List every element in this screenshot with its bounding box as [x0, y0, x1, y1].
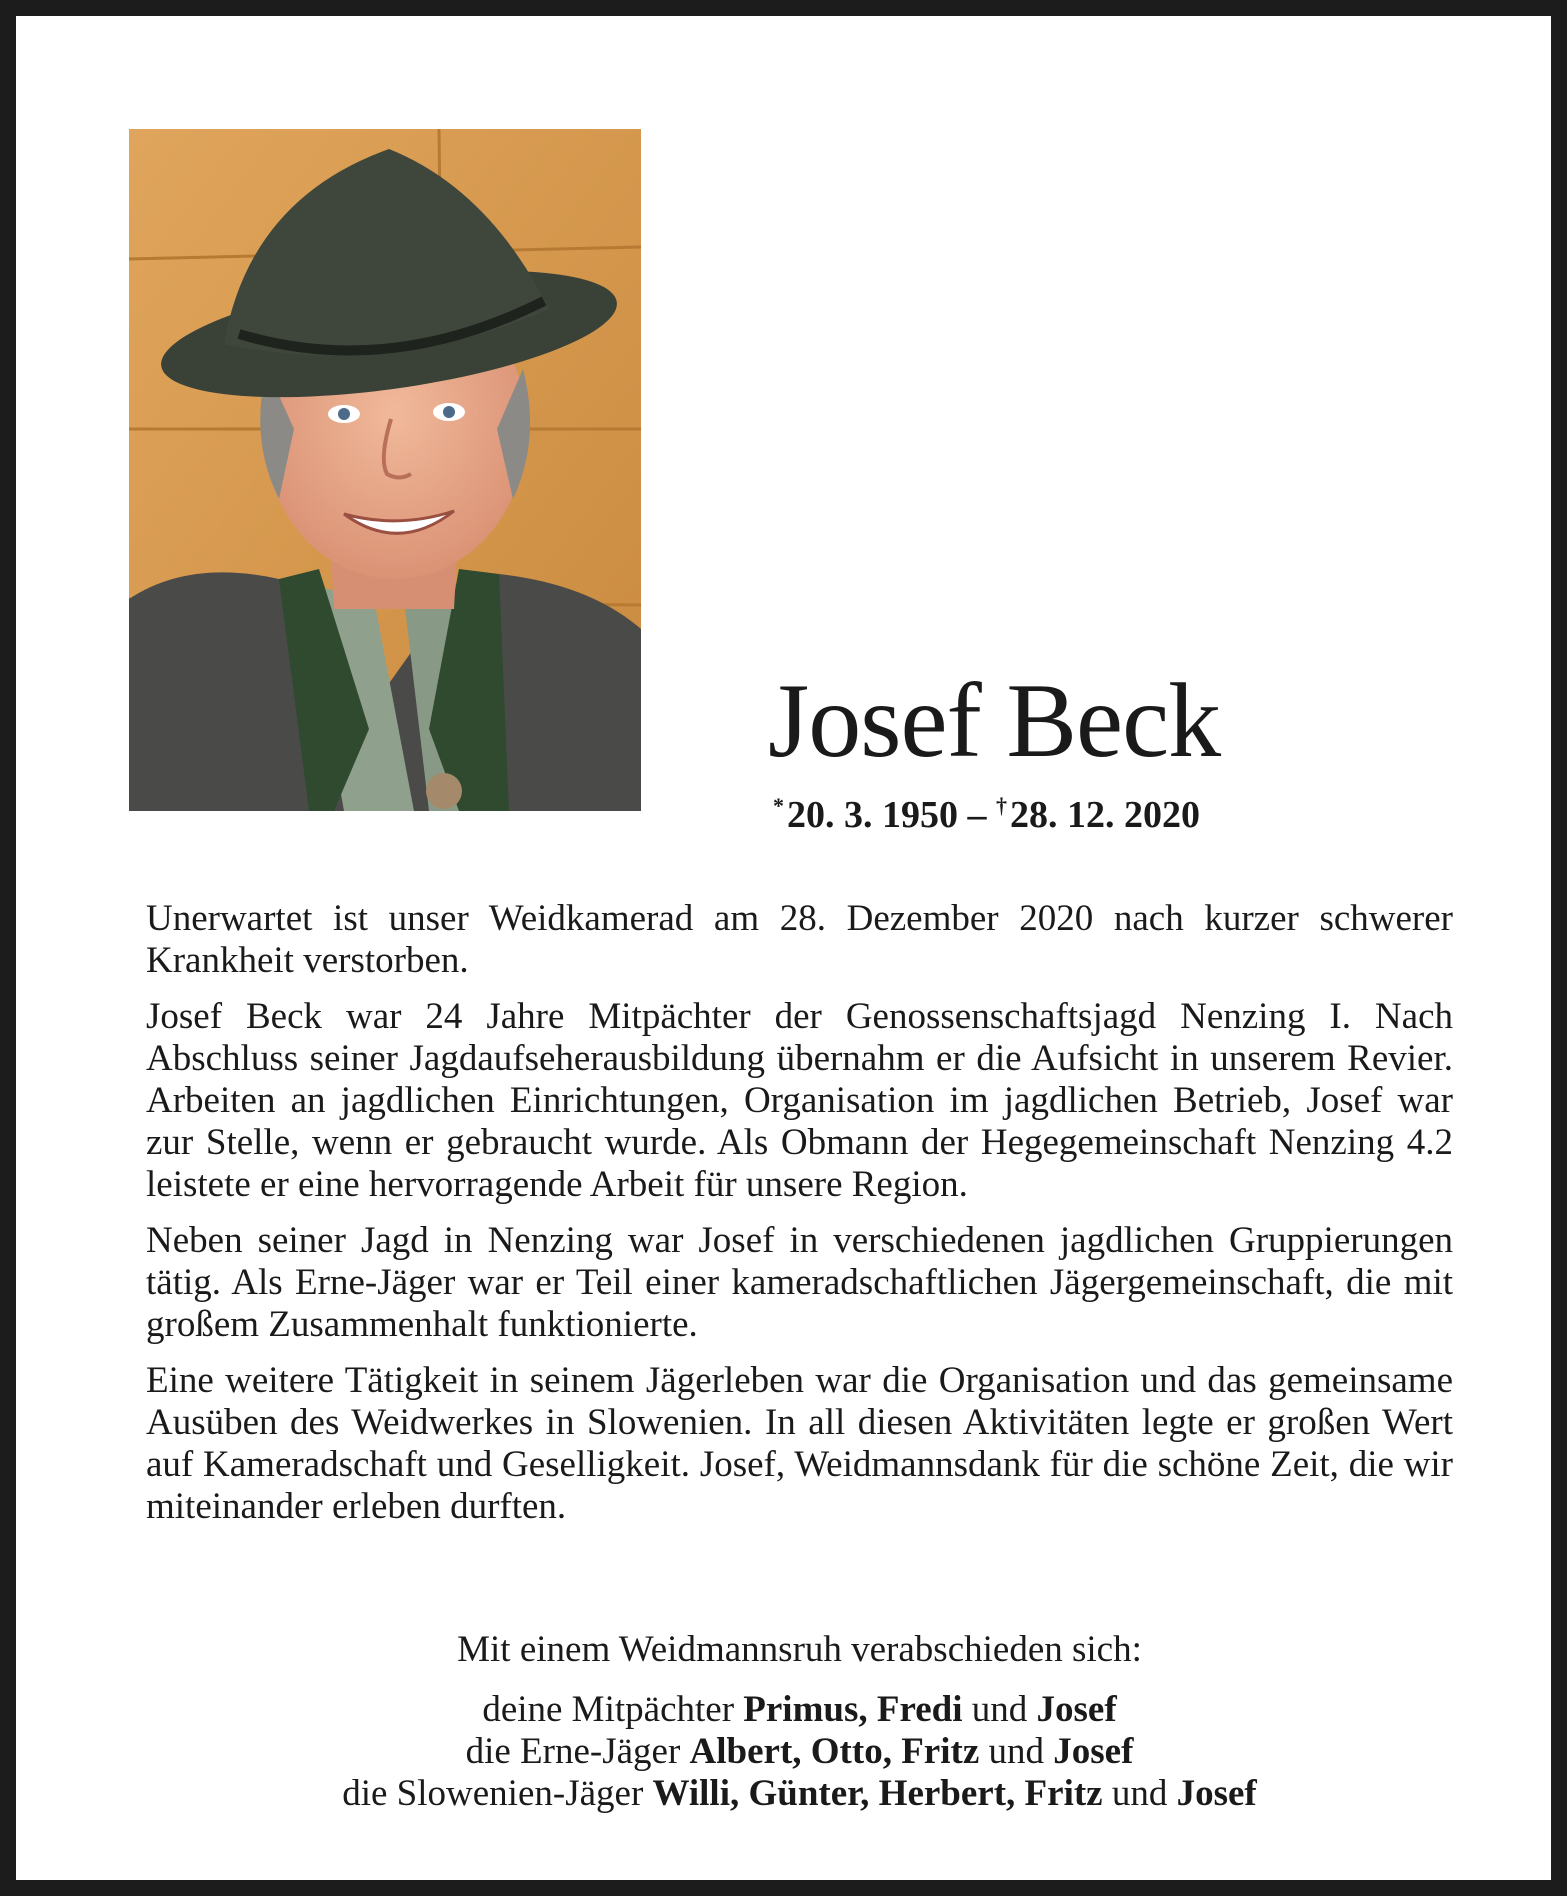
signatory-conjunction: und — [962, 1689, 1037, 1730]
farewell-block — [146, 1629, 1453, 1815]
signatory-prefix: die Erne-Jäger — [465, 1731, 690, 1772]
obituary-text — [146, 898, 1453, 1542]
portrait-photo — [129, 129, 641, 811]
signatory-prefix: deine Mitpächter — [482, 1689, 744, 1730]
signatory-last: Josef — [1036, 1689, 1117, 1730]
paragraph-3: Neben seiner Jagd in Nenzing war Josef in verschiedenen jagdlichen Gruppierungen tätig. Als Erne-Jäger war er Teil einer kameradschaftlichen Jägergemeinschaft, die mit großem Zusammenhalt funktionierte. — [146, 1220, 1453, 1345]
signatory-names: Albert, Otto, Fritz — [689, 1731, 980, 1772]
deceased-name: Josef Beck — [768, 662, 1221, 779]
birth-symbol: * — [773, 793, 784, 818]
farewell-intro: Mit einem Weidmannsruh verabschieden sich: — [457, 1629, 1142, 1670]
signatories-mitpaechter — [146, 1689, 1453, 1731]
signatory-last: Josef — [1053, 1731, 1134, 1772]
signatories-slowenien-jaeger — [146, 1773, 1453, 1815]
paragraph-2: Josef Beck war 24 Jahre Mitpächter der Genossenschaftsjagd Nenzing I. Nach Abschluss seiner Jagdaufseherausbildung übernahm er die Aufsicht in unserem Revier. Arbeiten an jagdlichen Einrichtungen, Organisation im jagdlichen Betrieb, Josef war zur Stelle, wenn er gebraucht wurde. Als Obmann der Hegegemeinschaft Nenzing 4.2 leistete er eine hervorragende Arbeit für unsere Region. — [146, 996, 1453, 1205]
death-symbol: † — [996, 793, 1007, 818]
signatory-prefix: die Slowenien-Jäger — [342, 1773, 653, 1814]
birth-date: 20. 3. 1950 — [787, 794, 958, 836]
paragraph-1: Unerwartet ist unser Weidkamerad am 28. Dezember 2020 nach kurzer schwerer Krankheit verstorben. — [146, 898, 1453, 981]
signatory-names: Willi, Günter, Herbert, Fritz — [652, 1773, 1103, 1814]
signatory-conjunction: und — [1102, 1773, 1177, 1814]
signatory-names: Primus, Fredi — [743, 1689, 963, 1730]
signatory-last: Josef — [1176, 1773, 1257, 1814]
paragraph-4: Eine weitere Tätigkeit in seinem Jägerleben war die Organisation und das gemeinsame Ausüben des Weidwerkes in Slowenien. In all diesen Aktivitäten legte er großen Wert auf Kameradschaft und Geselligkeit. Josef, Weidmannsdank für die schöne Zeit, die wir miteinander erleben durften. — [146, 1360, 1453, 1527]
signatory-conjunction: und — [979, 1731, 1054, 1772]
death-date: 28. 12. 2020 — [1010, 794, 1200, 836]
life-dates — [773, 795, 1200, 834]
portrait-illustration — [129, 129, 641, 811]
signatories-erne-jaeger — [146, 1731, 1453, 1773]
date-separator: – — [958, 794, 996, 836]
